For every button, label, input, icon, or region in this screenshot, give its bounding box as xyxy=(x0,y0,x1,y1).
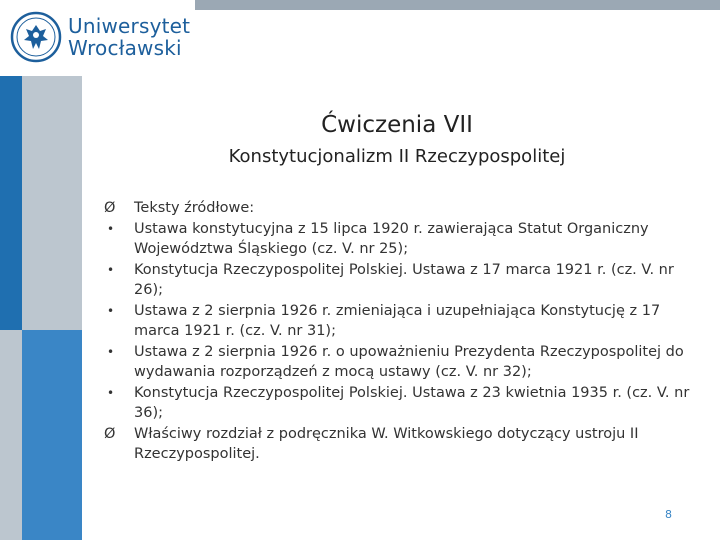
list-item-text: Właściwy rozdział z podręcznika W. Witkowskiego dotyczący ustroju II Rzeczypospolitej. xyxy=(134,425,639,462)
dot-bullet-icon: • xyxy=(107,221,115,236)
slide-title: Ćwiczenia VII xyxy=(321,112,473,138)
dot-bullet-icon: • xyxy=(107,303,115,318)
left-blue-bar-top xyxy=(0,76,82,330)
slide-subtitle: Konstytucjonalizm II Rzeczypospolitej xyxy=(228,146,566,167)
list-item-text: Ustawa konstytucyjna z 15 lipca 1920 r. zawierająca Statut Organiczny Województwa Śląskiego (cz. V. nr 25); xyxy=(134,220,649,257)
arrow-bullet-icon: Ø xyxy=(104,425,116,442)
list-item xyxy=(104,424,704,465)
dot-bullet-icon: • xyxy=(107,385,115,400)
dot-bullet-icon: • xyxy=(107,344,115,359)
left-blue-bar-bottom xyxy=(22,330,82,540)
list-item-text: Konstytucja Rzeczypospolitej Polskiej. Ustawa z 23 kwietnia 1935 r. (cz. V. nr 36); xyxy=(134,384,690,421)
list-item-text: Ustawa z 2 sierpnia 1926 r. zmieniająca i uzupełniająca Konstytucję z 17 marca 1921 r. (cz. V. nr 31); xyxy=(134,302,661,339)
list-item xyxy=(104,342,704,383)
list-item xyxy=(104,383,704,424)
bullet-list xyxy=(104,198,704,465)
logo-line-2: Wrocławski xyxy=(68,36,182,60)
list-item xyxy=(104,260,704,301)
logo-line-1: Uniwersytet xyxy=(68,14,191,38)
list-item xyxy=(104,198,704,219)
list-item-text: Teksty źródłowe: xyxy=(134,200,255,216)
page-number: 8 xyxy=(665,508,672,521)
arrow-bullet-icon: Ø xyxy=(104,200,116,216)
list-item-text: Ustawa z 2 sierpnia 1926 r. o upoważnieniu Prezydenta Rzeczypospolitej do wydawania rozporządzeń z mocą ustawy (cz. V. nr 32); xyxy=(134,343,684,380)
list-item xyxy=(104,301,704,342)
university-seal-icon xyxy=(10,11,62,63)
logo-text xyxy=(68,15,190,59)
list-item xyxy=(104,219,704,260)
list-item-text: Konstytucja Rzeczypospolitej Polskiej. Ustawa z 17 marca 1921 r. (cz. V. nr 26); xyxy=(134,261,674,298)
dot-bullet-icon: • xyxy=(107,262,115,277)
university-logo xyxy=(10,8,190,66)
header-band xyxy=(195,0,720,10)
